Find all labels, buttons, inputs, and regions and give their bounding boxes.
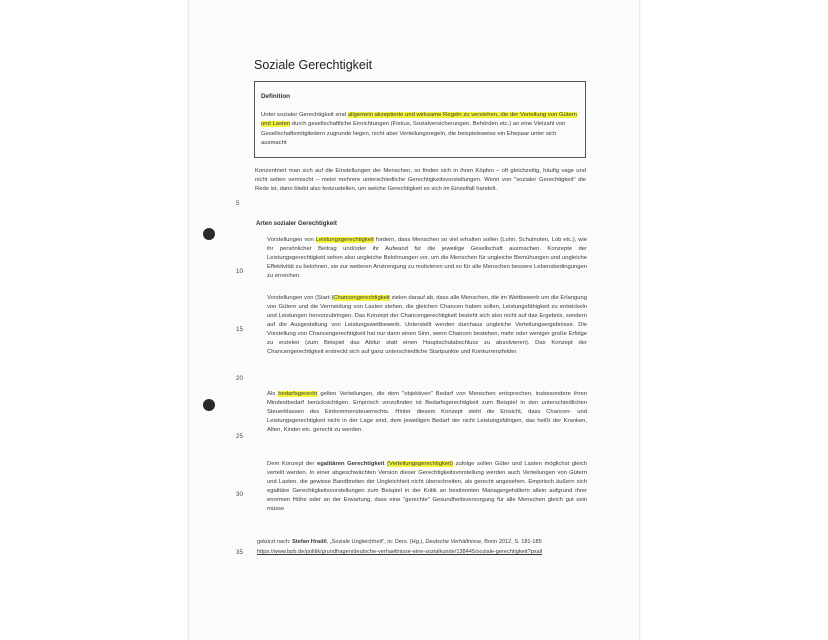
paragraph-chancengerechtigkeit [267,294,587,357]
para2-post: zielen darauf ab, dass alle Menschen, die im Wettbewerb um die Erlangung von Gütern und die Vermeidung von Lasten stehen, die gleichen Chancen haben sollen, Leistungsfähigkeit zu entwickeln und Leistungen hervorzubringen. Das Konzept der Chancengerechtigkeit bezieht sich also nicht auf das Ergebnis, sondern auf die Ausgestaltung von Leistungswettbewerb. Unterstellt werden durchaus ungleiche Verteilungsergebnisse. Die Vorstellung von Chancengerechtigkeit hat nur dann einen Sinn, wenn Chancen bestehen, mehr oder weniger große Erfolge zu erzielen (zum Beispiel das Abitur statt einen Hauptschulabschluss zu absolvieren). Das Konzept der Chancengerechtigkeit erstreckt sich auf ganz unterschiedliche Startpunkte und Konkurrenzfelder. [267,295,587,356]
para4-post: zufolge sollen Güter und Lasten möglichst gleich verteilt werden. In einer abgeschwächten Version dieser Gerechtigkeitsvorstellung werden auch Verteilungen von Gütern und Lasten, die gewisse Bandbreiten der Ungleichheit nicht überschreiten, als gerecht angesehen. Empirisch äußern sich egalitäre Gerechtigkeitsvorstellungen zum Beispiel in der Kritik an bestimmten Managergehältern allein aufgrund ihrer enormen Höhe oder an der Erwartung, dass eine "gerechte" Gesundheitsversorgung für alle Menschen gleich gut sein müsse [267,461,587,513]
para1-highlight: Leistungsgerechtigkeit [315,237,374,243]
punch-hole [203,399,215,411]
para3-post: gelten Verteilungen, die dem "objektiven" Bedarf von Menschen entsprechen, insbesondere ihren Mindestbedarf berücksichtigen. Empirisch vorzufinden ist Bedarfsgerechtigkeit zum Beispiel in den unterschiedlichen Steuerklassen des Einkommensteuerrechts. Hinter diesem Konzept steht die Einsicht, dass Chancen- und Leistungsgerechtigkeit nicht in der Lage sind, dem jeweiligen Bedarf der nicht Leistungsfähigen, das heißt der Kranken, Alten, Kinder etc. gerecht zu werden. [267,391,587,434]
source-title: , „Soziale Ungleichheit", in: Ders. (Hg.), [326,539,426,545]
definition-text [261,111,581,149]
line-number: 30 [236,491,243,498]
source-pre: gekürzt nach: [257,539,293,545]
page-title: Soziale Gerechtigkeit [254,58,373,72]
definition-box [254,81,586,158]
section-heading: Arten sozialer Gerechtigkeit [256,220,337,227]
paragraph-leistungsgerechtigkeit [267,236,587,281]
para4-highlight: (Verteilungsgerechtigkeit) [387,461,454,467]
source-citation [257,537,587,557]
definition-highlight: allgemein akzeptierte und wirksame Regeln zu verstehen, die der Verteilung von Gütern und Lasten [261,112,577,128]
paragraph-egalitaere-gerechtigkeit [267,460,587,514]
para3-pre: Als [267,391,279,397]
line-number: 15 [236,326,243,333]
definition-heading: Definition [261,93,291,100]
definition-text-pre: Unter sozialer Gerechtigkeit sind [261,112,348,118]
punch-hole [203,228,215,240]
source-book: Deutsche Verhältnisse [425,539,482,545]
line-number: 35 [236,549,243,556]
para2-pre: Vorstellungen von (Start-) [267,295,334,301]
source-author: Stefan Hradil [292,539,327,545]
paragraph-bedarfsgerechtigkeit [267,390,587,435]
definition-text-post: durch gesellschaftliche Einrichtungen (Fiskus, Sozialversicherungen, Behörden etc.) an eine Vielzahl von Gesellschaftsmitgliedern zugrunde liegen, nicht aber Verteilungsregeln, die beispielsweise ein Ehepaar unter sich ausmacht [261,121,566,147]
para2-highlight: Chancengerechtigkeit [333,295,390,301]
para4-pre: Dem Konzept der [267,461,317,467]
para1-pre: Vorstellungen von [267,237,316,243]
line-number: 20 [236,375,243,382]
source-link[interactable]: https://www.bpb.de/politik/grundfragen/deutsche-verhaeltnisse-eine-sozialkunde/138445/soziale-gerechtigkeit?pxall [257,549,543,555]
line-number: 5 [236,200,240,207]
para3-highlight: bedarfsgerecht [278,391,318,397]
intro-paragraph: Konzentriert man sich auf die Einstellungen der Menschen, so finden sich in ihren Köpfen – oft gleichzeitig, häufig vage und nicht selten vermischt – meist mehrere unterschiedliche Gerechtigkeitsvorstellungen. Wenn von "sozialer Gerechtigkeit" die Rede ist, dann bleibt also festzustellen, um welche Gerechtigkeit es sich im Einzelfall handelt. [255,168,586,193]
line-number: 10 [236,268,243,275]
line-number: 25 [236,433,243,440]
para1-post: fordern, dass Menschen so viel erhalten sollen (Lohn, Schulnoten, Lob etc.), wie ihr persönlicher Beitrag und/oder ihr Aufwand für die jeweilige Gesellschaft ausmachen. Konzepte der Leistungsgerechtigkeit sehen also ungleiche Belohnungen vor, um die Menschen für ungleiche Bemühungen und ungleiche Effektivität zu belohnen, sie zur weiteren Anstrengung zu motivieren und so für alle Menschen bessere Lebensbedingungen zu erreichen. [267,237,587,280]
para4-bold: egalitären Gerechtigkeit [316,461,385,467]
source-rest: , Bonn 2012, S. 181-185 [481,539,542,545]
